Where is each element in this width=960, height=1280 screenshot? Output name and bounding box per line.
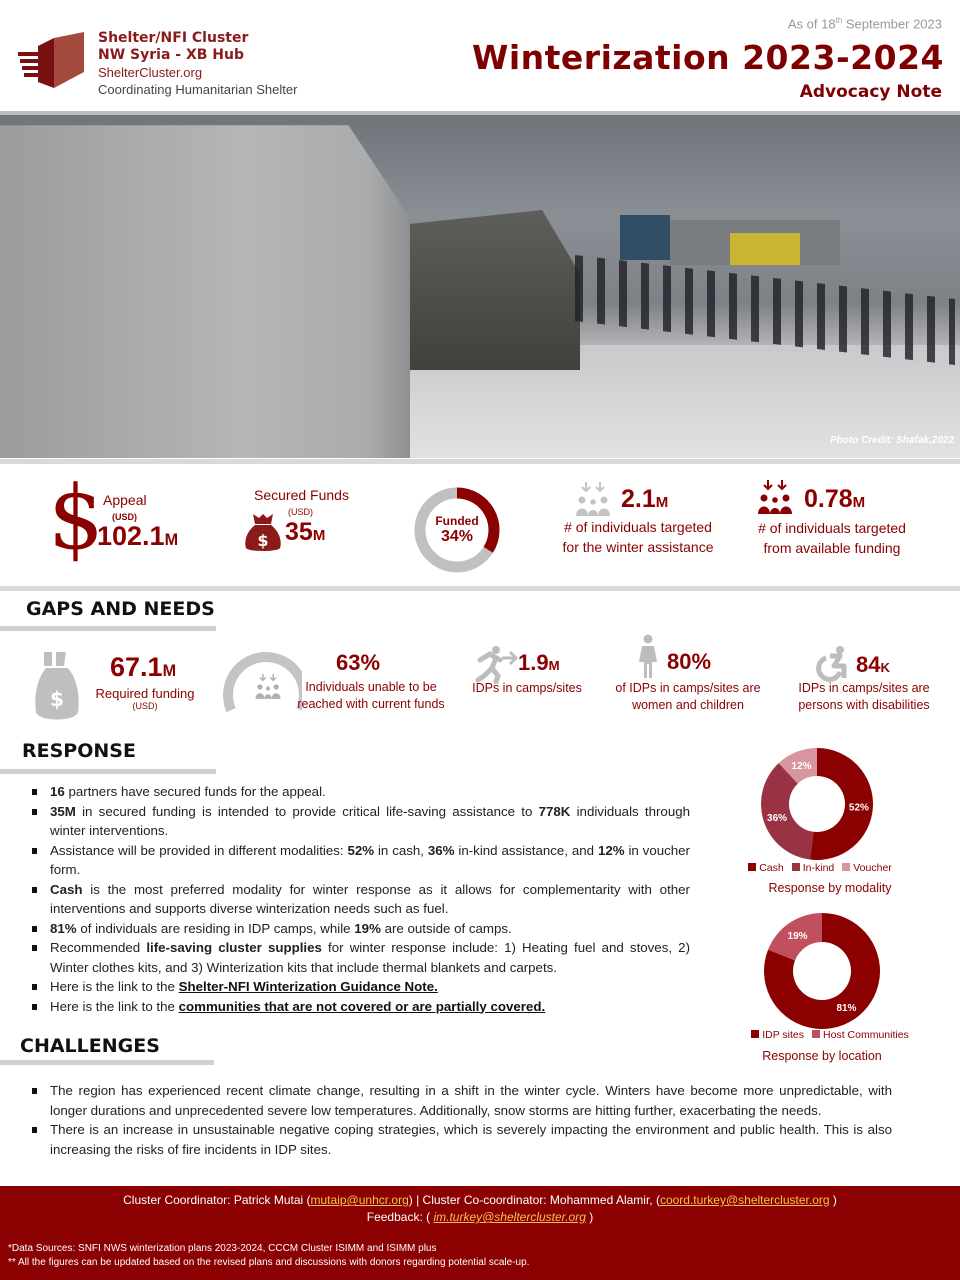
photo-dark-tent (390, 210, 580, 370)
feedback-prefix: Feedback: ( (366, 1210, 434, 1224)
disabilities-suffix: K (880, 660, 891, 675)
disabilities-value (856, 652, 890, 678)
b4-bold: Cash (50, 881, 83, 897)
secured-suffix: M (312, 527, 326, 544)
idps-desc: IDPs in camps/sites (472, 681, 582, 695)
page-title: Winterization 2023-2024 (471, 38, 944, 77)
b6-text1: Recommended (50, 940, 147, 955)
footer-contacts (0, 1192, 960, 1226)
targeted-value (621, 485, 668, 514)
as-of-sup: th (835, 16, 843, 25)
figures-update-note: ** All the figures can be updated based on the revised plans and discussions with donors regarding potential scale-up. (8, 1257, 530, 1268)
kpi-top-divider (0, 459, 960, 464)
legend-item (812, 1029, 909, 1041)
footer-coordinators (0, 1192, 960, 1209)
money-bag-icon (244, 512, 282, 552)
logo-website: ShelterCluster.org (98, 65, 203, 80)
legend-item (748, 862, 784, 874)
targeted-number: 2.1 (621, 485, 656, 513)
legend-item (751, 1029, 804, 1041)
secured-funds-unit: (USD) (288, 507, 313, 517)
legend-swatch (751, 1030, 759, 1038)
svg-text:$: $ (50, 687, 64, 711)
challenges-section-title: CHALLENGES (20, 1035, 160, 1057)
unreached-desc-line1: Individuals unable to be (305, 680, 437, 694)
photo-credit: Photo Credit: Shafak,2022 (830, 435, 954, 446)
b2-bold2: 778K (538, 803, 571, 819)
people-funded-icon (756, 478, 802, 518)
b5-bold2: 19% (354, 920, 381, 936)
response-item (22, 782, 690, 802)
b3-text4: in voucher form. (50, 842, 690, 877)
legend-label: Cash (759, 862, 784, 874)
women-children-value: 80% (667, 649, 712, 674)
b4-text: is the most preferred modality for winter response as it allows for complementarity with other interventions and supports diverse winterization needs such as fuel. (50, 881, 690, 916)
targeted-funded-number: 0.78 (804, 485, 853, 513)
required-label: Required funding (95, 686, 195, 701)
appeal-number: 102.1 (97, 521, 165, 551)
woman-icon (636, 634, 660, 678)
gaps-section-title: GAPS AND NEEDS (26, 598, 215, 620)
b2-text2: individuals through winter interventions. (50, 803, 691, 838)
svg-text:$: $ (257, 531, 269, 550)
location-donut-chart (762, 911, 882, 1031)
legend-item (792, 862, 835, 874)
idps-number: 1.9 (518, 650, 549, 675)
response-item (22, 997, 690, 1017)
photo-white-tent (0, 115, 410, 458)
modality-legend (740, 862, 900, 874)
b3-bold2: 36% (427, 842, 455, 858)
b1-text: partners have secured funds for the appeal. (64, 784, 326, 799)
challenge-item: The region has experienced recent climate change, resulting in a shift in the winter cycle. Winters have become more unpredictable, with longer durations and unprecedented severe low temperatures. Additionally, snow storms are hitting further, exacerbating the needs. (22, 1081, 892, 1120)
b6-text2: for winter response include: 1) Heating fuel and stoves, 2) Winter clothes kits, and 3) Winterization kits that include thermal blankets and carpets. (50, 940, 691, 975)
b5-text2: are outside of camps. (380, 920, 512, 936)
women-children-desc-line2: women and children (632, 698, 744, 712)
footer-notes (8, 1242, 529, 1270)
targeted-suffix: M (655, 494, 669, 511)
b5-text1: of individuals are residing in IDP camps, while (76, 920, 355, 936)
response-item (22, 919, 690, 939)
b3-text1: Assistance will be provided in different modalities: (50, 842, 348, 858)
targeted-funded-suffix: M (852, 494, 866, 511)
women-children-desc (608, 680, 768, 714)
disabilities-desc-line1: IDPs in camps/sites are (798, 681, 930, 695)
appeal-value (97, 521, 178, 552)
response-list (22, 782, 690, 1016)
disabilities-number: 84 (856, 652, 881, 677)
targeted-funded-desc-line2: from available funding (763, 540, 901, 556)
guidance-note-link[interactable]: Shelter-NFI Winterization Guidance Note. (178, 979, 438, 994)
slice-label: 36% (767, 812, 788, 824)
funded-label-group (412, 513, 502, 545)
response-section-rule (0, 769, 216, 774)
idps-suffix: M (548, 658, 560, 673)
appeal-label: Appeal (103, 492, 147, 508)
coord-prefix: Cluster Coordinator: Patrick Mutai ( (123, 1193, 311, 1207)
response-item (22, 880, 690, 919)
targeted-desc (548, 517, 728, 557)
page-subtitle: Advocacy Note (799, 82, 942, 102)
feedback-end: ) (585, 1210, 594, 1224)
b3-text3: in-kind assistance, and (454, 842, 598, 858)
kpi-bottom-divider (0, 586, 960, 591)
coord-end: ) (829, 1193, 837, 1207)
modality-donut-chart (752, 746, 882, 862)
b2-bold1: 35M (50, 803, 76, 819)
gaps-section-rule (0, 626, 216, 631)
legend-swatch (748, 863, 756, 871)
logo-tagline: Coordinating Humanitarian Shelter (98, 82, 298, 97)
displaced-person-icon (474, 646, 518, 684)
targeted-desc-line2: for the winter assistance (562, 539, 714, 555)
required-funding-desc (90, 686, 200, 711)
required-unit: (USD) (132, 701, 158, 711)
b7-text: Here is the link to the (50, 979, 179, 994)
wheelchair-icon (812, 646, 852, 682)
legend-label: In-kind (802, 862, 835, 874)
slice-label: 52% (848, 802, 869, 814)
response-item (22, 802, 690, 841)
b2-text1: in secured funding is intended to provide critical life-saving assistance to (75, 803, 539, 819)
legend-label: Host Communities (823, 1029, 909, 1041)
people-targeted-icon (574, 480, 620, 520)
b1-bold: 16 (50, 784, 65, 799)
disabilities-desc (784, 680, 944, 714)
b6-bold: life-saving cluster supplies (146, 940, 322, 955)
unreached-desc-line2: reached with current funds (297, 697, 445, 711)
as-of-prefix: As of 18 (787, 16, 836, 32)
data-sources-note: *Data Sources: SNFI NWS winterization plans 2023-2024, CCCM Cluster ISIMM and ISIMM plus (8, 1243, 437, 1254)
modality-chart-title: Response by modality (768, 881, 892, 895)
targeted-desc-line1: # of individuals targeted (564, 519, 712, 535)
funded-label: Funded (435, 514, 479, 528)
legend-swatch (842, 863, 850, 871)
as-of-suffix: September 2023 (842, 16, 942, 32)
unreached-desc (286, 679, 456, 713)
disabilities-desc-line2: persons with disabilities (798, 698, 930, 712)
people-unreached-icon (254, 670, 288, 704)
legend-item (842, 862, 892, 874)
money-bag-gray-icon (34, 650, 80, 724)
b8-text: Here is the link to the (50, 998, 179, 1014)
required-funding-value (110, 652, 176, 683)
targeted-funded-value (804, 485, 865, 514)
secured-funds-value (285, 518, 325, 547)
logo-cluster-name: Shelter/NFI Cluster (98, 30, 249, 46)
slice-label: 81% (836, 1002, 857, 1014)
targeted-funded-desc (742, 518, 922, 558)
dollar-icon: $ (48, 466, 104, 569)
slice-label: 12% (791, 760, 812, 772)
legend-swatch (792, 863, 800, 871)
location-legend (730, 1029, 930, 1041)
response-item (22, 938, 690, 977)
secured-funds-label: Secured Funds (254, 487, 349, 503)
hero-photo (0, 115, 960, 458)
legend-label: Voucher (853, 862, 892, 874)
logo-text (98, 30, 297, 98)
challenges-section-rule (0, 1060, 214, 1065)
required-suffix: M (162, 662, 177, 680)
women-children-desc-line1: of IDPs in camps/sites are (615, 681, 761, 695)
photo-blue-tarp (620, 215, 670, 260)
targeted-funded-desc-line1: # of individuals targeted (758, 520, 906, 536)
b3-bold1: 52% (347, 842, 375, 858)
response-section-title: RESPONSE (22, 740, 136, 762)
feedback-email-link[interactable]: im.turkey@sheltercluster.org (433, 1210, 586, 1224)
response-item (22, 841, 690, 880)
uncovered-communities-link[interactable]: communities that are not covered or are partially covered. (178, 998, 546, 1014)
cocoordinator-email-link[interactable]: coord.turkey@sheltercluster.org (659, 1193, 830, 1207)
funded-value: 34% (440, 528, 474, 545)
footer-feedback (0, 1209, 960, 1226)
unreached-value: 63% (336, 650, 381, 675)
b3-text2: in cash, (374, 842, 428, 858)
shelter-cluster-logo-icon (18, 32, 84, 88)
coordinator-email-link[interactable]: mutaip@unhcr.org (310, 1193, 409, 1207)
footer (0, 1186, 960, 1280)
photo-yellow-tent (730, 233, 800, 265)
b5-bold1: 81% (50, 920, 77, 936)
response-item (22, 977, 690, 997)
b3-bold3: 12% (597, 842, 625, 858)
coord-mid: ) | Cluster Co-coordinator: Mohammed Alamir, ( (408, 1193, 660, 1207)
slice-label: 19% (787, 931, 808, 943)
secured-number: 35 (285, 518, 313, 546)
challenges-list (22, 1081, 892, 1159)
challenge-item: There is an increase in unsustainable negative coping strategies, which is severely impacting the environment and public health. This is also increasing the risks of fire incidents in IDP sites. (22, 1120, 892, 1159)
required-number: 67.1 (110, 652, 163, 682)
appeal-suffix: M (164, 531, 179, 549)
idps-value (518, 650, 560, 676)
legend-label: IDP sites (762, 1029, 805, 1041)
as-of-date (788, 16, 942, 31)
logo-hub-name: NW Syria - XB Hub (98, 47, 244, 63)
location-chart-title: Response by location (762, 1049, 882, 1063)
legend-swatch (812, 1030, 820, 1038)
appeal-unit: (USD) (112, 512, 137, 522)
